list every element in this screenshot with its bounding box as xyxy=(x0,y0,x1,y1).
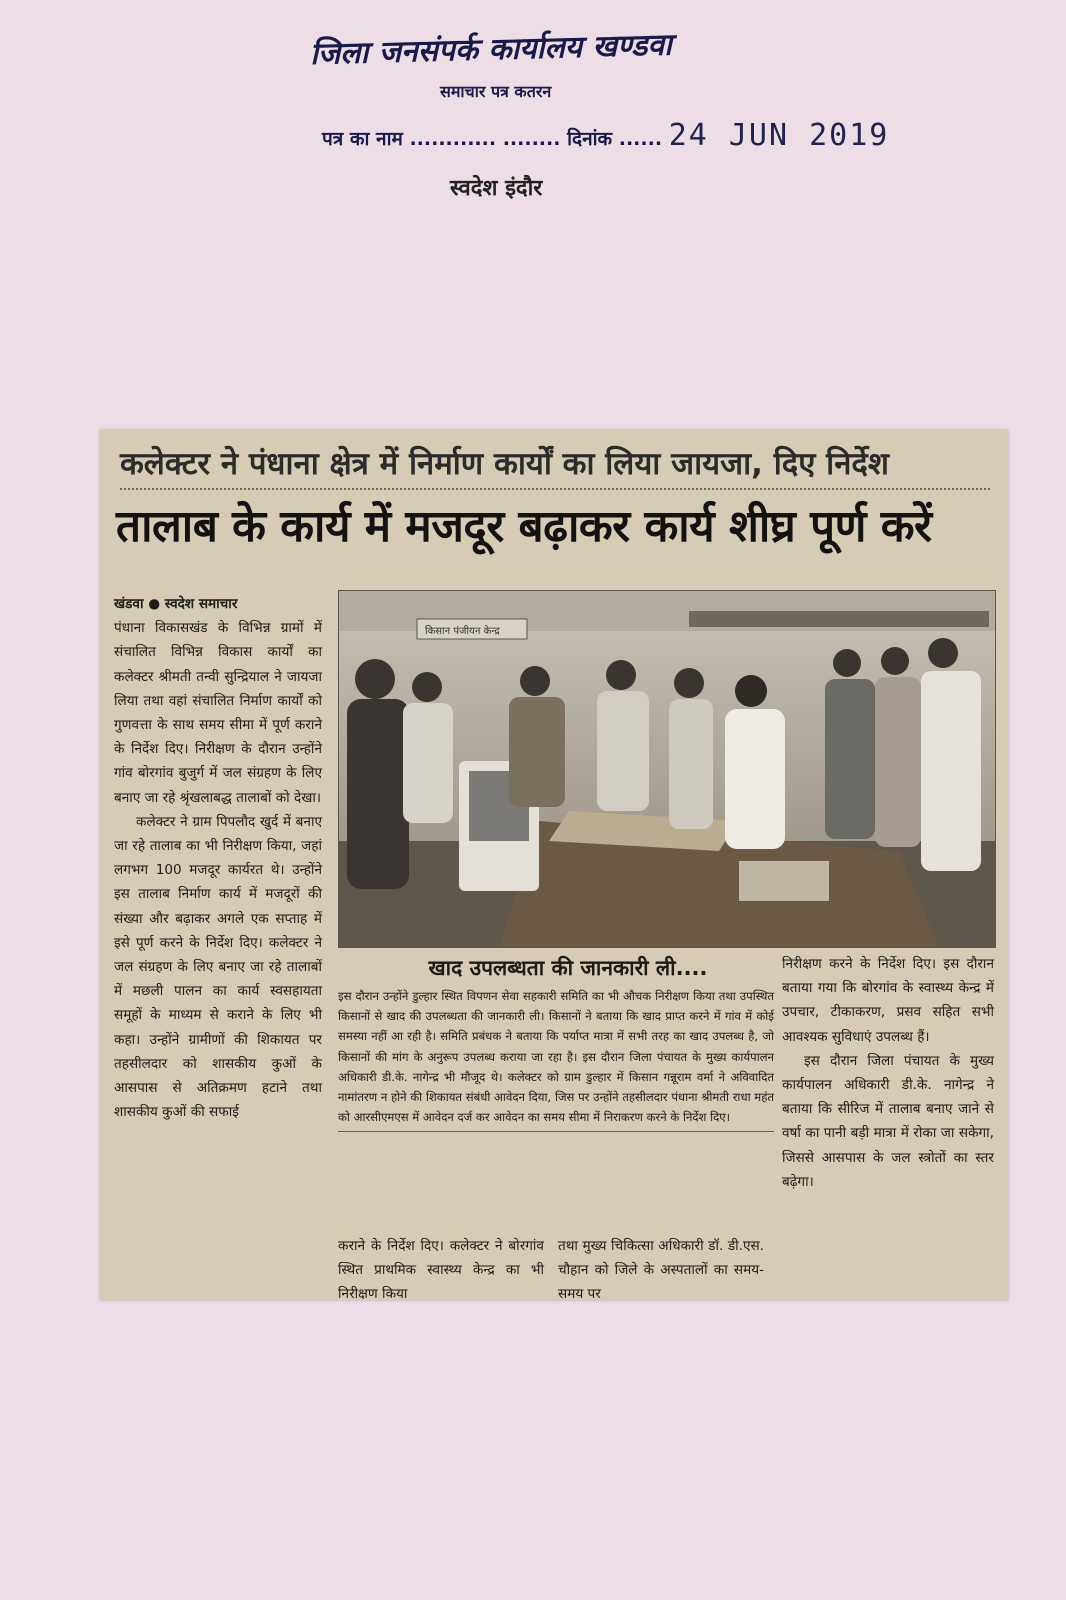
fertilizer-box-text: इस दौरान उन्होंने डुल्हार स्थित विपणन सेवा सहकारी समिति का भी औचक निरीक्षण किया तथा उपस्थित किसानों से खाद की उपलब्धता की जानकारी ली। किसानों ने बताया कि खाद प्राप्त करने में गांव में कोई समस्या नहीं आ रही है। समिति प्रबंधक ने बताया कि पर्याप्त मात्रा में सभी तरह का खाद उपलब्ध है, जो किसानों की मांग के अनुरूप उपलब्ध कराया जा रहा है। इस दौरान जिला पंचायत के मुख्य कार्यपालन अधिकारी डी.के. नागेन्द्र भी मौजूद थे। कलेक्टर को ग्राम डुल्हार में किसान गन्नूराम वर्मा ने अविवादित नामांतरण न होने की शिकायत संबंधी आवेदन दिया, जिस पर उन्होंने तहसीलदार पंधाना श्रीमती राधा महंत को आरसीएमएस में आवेदन दर्ज कर आवेदन का समय सीमा में निराकरण करने के निर्देश दिए। xyxy=(338,989,774,1125)
stamp-paper-label: पत्र का नाम ............ ........ xyxy=(322,128,561,150)
column-1-paragraph-2: कलेक्टर ने ग्राम पिपलौद खुर्द में बनाए जा रहे तालाब का भी निरीक्षण किया, जहां लगभग 100 मजदूर कार्यरत थे। उन्होंने इस तालाब निर्माण कार्य में मजदूरों की संख्या और बढ़ाकर अगले एक सप्ताह में इसे पूर्ण करने के निर्देश दिए। कलेक्टर ने जल संग्रहण के लिए बनाए जा रहे तालाबों में मछली पालन का कार्य स्वसहायता समूहों के माध्यम से कराने के लिए भी कहा। उन्होंने ग्रामीणों की शिकायत पर तहसीलदार को शासकीय कुओं के आसपास से अतिक्रमण हटाने तथा शासकीय कुओं की सफाई xyxy=(114,813,322,1121)
article-headline: तालाब के कार्य में मजदूर बढ़ाकर कार्य शीघ्र पूर्ण करें xyxy=(116,501,932,552)
stamp-date-row xyxy=(322,118,902,153)
fertilizer-box xyxy=(338,986,774,1132)
article-column-2 xyxy=(338,1234,544,1307)
stamp-subtitle: समाचार पत्र कतरन xyxy=(440,82,552,101)
article-kicker: कलेक्टर ने पंधाना क्षेत्र में निर्माण कार्यों का लिया जायजा, दिए निर्देश xyxy=(120,442,990,490)
photo-sign-text: किसान पंजीयन केन्द्र xyxy=(425,626,500,637)
column-4-paragraph-1: निरीक्षण करने के निर्देश दिए। इस दौरान बताया गया कि बोरगांव के स्वास्थ्य केन्द्र में उपचार, टीकाकरण, प्रसव सहित सभी आवश्यक सुविधाएं उपलब्ध हैं। xyxy=(782,956,994,1045)
news-photo-image xyxy=(339,591,995,947)
subheading-fertilizer: खाद उपलब्धता की जानकारी ली.... xyxy=(428,956,708,980)
news-photo xyxy=(338,590,996,948)
stamp-date-label: दिनांक ...... xyxy=(567,128,663,150)
article-column-1 xyxy=(114,592,322,1124)
article-column-3 xyxy=(558,1234,764,1307)
article-dateline: खंडवा ● स्वदेश समाचार xyxy=(114,596,238,612)
column-1-paragraph-1: पंधाना विकासखंड के विभिन्न ग्रामों में संचालित विभिन्न विकास कार्यों का कलेक्टर श्रीमती तन्वी सुन्द्रियाल ने जायजा लिया तथा वहां संचालित निर्माण कार्यों को गुणवत्ता के साथ समय सीमा में पूर्ण कराने के निर्देश दिए। निरीक्षण के दौरान उन्होंने गांव बोरगांव बुजुर्ग में जल संग्रहण के लिए बनाए जा रहे श्रृंखलाबद्ध तालाबों को देखा। xyxy=(114,620,322,806)
stamp-office-title: जिला जनसंपर्क कार्यालय खण्डवा xyxy=(309,27,673,73)
column-2-text: कराने के निर्देश दिए। कलेक्टर ने बोरगांव स्थित प्राथमिक स्वास्थ्य केन्द्र का भी निरीक्षण किया xyxy=(338,1238,544,1303)
article-column-4 xyxy=(782,952,994,1194)
newspaper-name: स्वदेश इंदौर xyxy=(450,176,543,201)
column-3-text: तथा मुख्य चिकित्सा अधिकारी डॉ. डी.एस. चौहान को जिले के अस्पतालों का समय-समय पर xyxy=(558,1238,764,1303)
newspaper-clipping xyxy=(100,430,1008,1303)
column-4-paragraph-2: इस दौरान जिला पंचायत के मुख्य कार्यपालन अधिकारी डी.के. नागेन्द्र ने बताया कि सीरिज में तालाब बनाए जाने से वर्षा का पानी बड़ी मात्रा में रोका जा सकेगा, जिससे आसपास के जल स्त्रोतों का स्तर बढ़ेगा। xyxy=(782,1052,994,1190)
stamp-date: 24 JUN 2019 xyxy=(668,118,890,153)
